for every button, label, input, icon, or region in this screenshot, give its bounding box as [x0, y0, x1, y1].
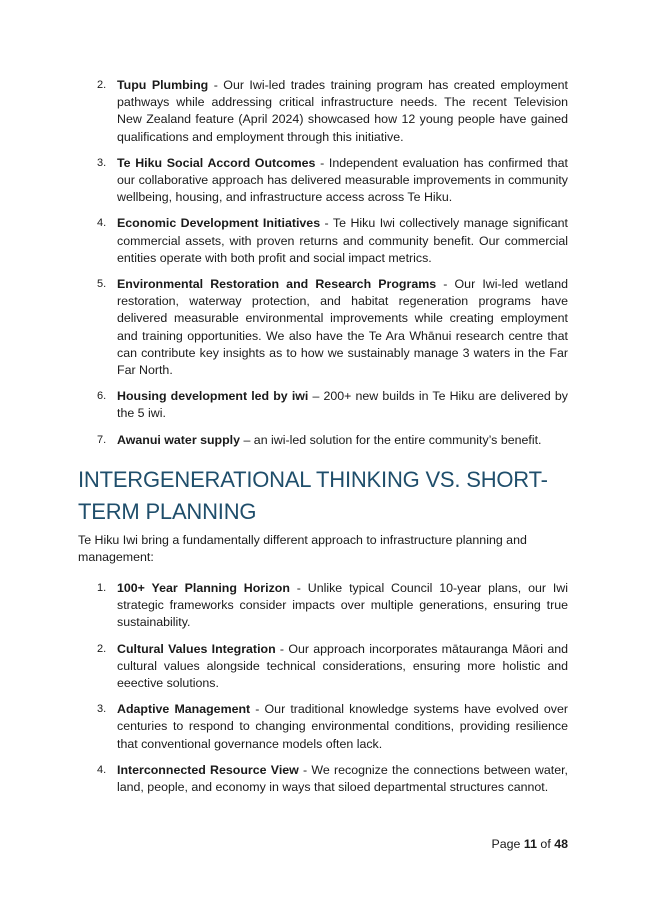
item-text: - Te Hiku Iwi collectively manage significant commercial assets, with proven returns and community benefit. Our commercial entities operate with both profit and social impact metrics.: [117, 216, 568, 265]
list-number: 4.: [97, 217, 107, 230]
total-pages: 48: [554, 837, 568, 851]
section-heading: INTERGENERATIONAL THINKING VS. SHORT-TERM PLANNING: [78, 467, 548, 524]
page-label: Page: [491, 837, 524, 851]
item-text: - Independent evaluation has confirmed that our collaborative approach has delivered measurable improvements in community wellbeing, housing, and infrastructure access across Te Hiku.: [117, 155, 568, 205]
list-item: [95, 77, 568, 146]
page-number: [491, 837, 568, 851]
approach-list: [95, 580, 568, 805]
item-title: Housing development led by iwi: [117, 389, 309, 404]
list-number: 1.: [97, 582, 107, 594]
list-item: [95, 155, 568, 207]
item-title: Tupu Plumbing: [117, 78, 209, 92]
item-text: - We recognize the connections between water, land, people, and economy in ways that siloed departmental structures cannot.: [117, 762, 568, 795]
item-text: – 200+ new builds in Te Hiku are delivered by the 5 iwi.: [117, 389, 568, 421]
list-item: [95, 432, 568, 449]
list-item: [95, 641, 568, 693]
item-title: Awanui water supply: [117, 432, 241, 447]
list-number: 6.: [97, 390, 107, 403]
item-title: 100+ Year Planning Horizon: [117, 581, 290, 595]
item-title: Cultural Values Integration: [117, 641, 276, 656]
item-text: - Our Iwi-led trades training program has created employment pathways while addressing critical infrastructure needs. The recent Television New Zealand feature (April 2024) showcased how 12 young people have gained qualifications and employment through this initiative.: [117, 78, 568, 144]
list-item: [95, 276, 568, 379]
list-number: 7.: [97, 433, 107, 446]
list-item: [95, 388, 568, 422]
item-title: Environmental Restoration and Research Programs: [117, 277, 437, 292]
list-number: 5.: [97, 278, 107, 291]
item-text: - Our approach incorporates mātauranga Māori and cultural values alongside technical considerations, ensuring more holistic and eeective solutions.: [117, 641, 569, 691]
page-separator: of: [536, 837, 555, 851]
list-number: 4.: [97, 763, 107, 776]
list-item: [95, 701, 568, 753]
list-item: [95, 215, 568, 267]
list-item: [95, 580, 568, 632]
item-title: Te Hiku Social Accord Outcomes: [117, 155, 316, 170]
item-title: Economic Development Initiatives: [117, 216, 321, 231]
item-title: Adaptive Management: [117, 702, 251, 717]
achievements-list: [95, 77, 568, 458]
intro-paragraph: Te Hiku Iwi bring a fundamentally different approach to infrastructure planning and management:: [78, 533, 527, 565]
list-number: 2.: [97, 642, 107, 655]
list-number: 3.: [97, 703, 107, 716]
item-title: Interconnected Resource View: [117, 762, 299, 777]
list-item: [95, 762, 568, 796]
list-number: 2.: [97, 79, 107, 91]
item-text: – an iwi-led solution for the entire community’s benefit.: [240, 432, 542, 447]
item-text: - Unlike typical Council 10-year plans, our Iwi strategic frameworks consider impacts over multiple generations, ensuring true sustainability.: [117, 581, 568, 630]
list-number: 3.: [97, 156, 107, 169]
item-text: - Our traditional knowledge systems have evolved over centuries to respond to changing environmental conditions, providing resilience that conventional governance models often lack.: [117, 702, 568, 751]
item-text: - Our Iwi-led wetland restoration, waterway protection, and habitat regeneration programs have delivered measurable environmental improvements while creating employment and training opportunities. We also have the Te Ara Whānui research centre that can contribute key insights as to how we sustainably manage 3 waters in the Far Far North.: [117, 277, 568, 378]
current-page: 11: [523, 837, 537, 851]
